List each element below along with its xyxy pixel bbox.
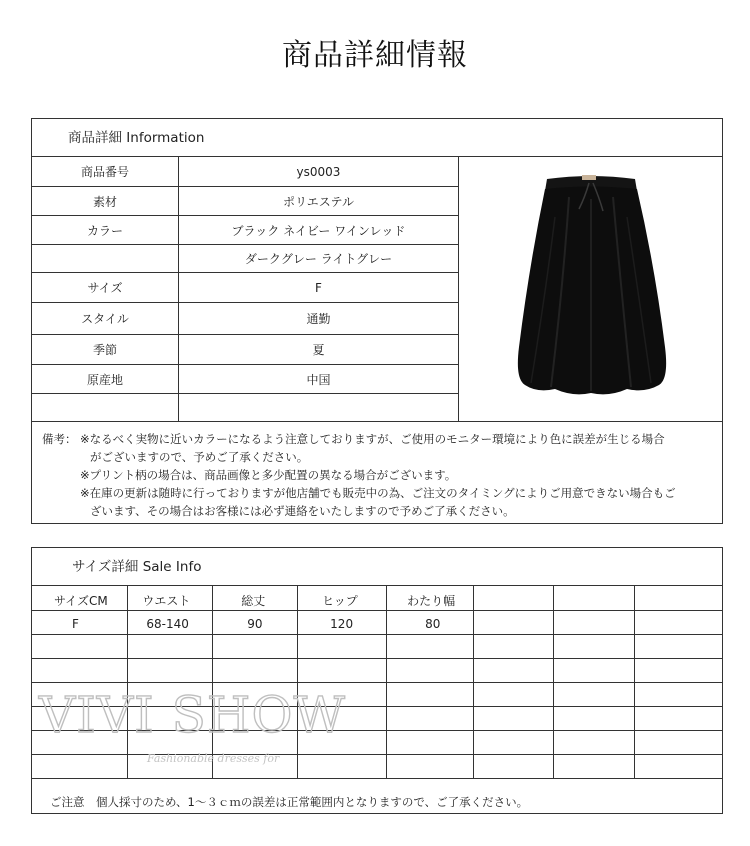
size-header-cell: サイズCM [32,586,128,610]
detail-label: スタイル [32,303,179,334]
size-cell: 68-140 [128,610,213,634]
detail-value [179,394,458,421]
detail-row-product-number [32,157,458,187]
size-cell [32,706,128,730]
size-cell [553,706,634,730]
detail-value: ポリエステル [283,194,354,209]
size-cell [634,658,722,682]
size-cell [213,706,298,730]
remarks-line: ざいます、その場合はお客様には必ず連絡をいたしますので予めご了承ください。 [90,504,515,518]
product-details-section [31,118,723,524]
detail-label: カラー [32,216,179,244]
size-cell [128,754,213,778]
page-title: 商品詳細情報 [282,38,468,73]
size-cell [634,706,722,730]
size-cell [213,658,298,682]
detail-label [32,394,179,421]
remarks-line: がございますので、予めご了承ください。 [90,450,309,464]
size-cell [553,634,634,658]
size-cell [213,682,298,706]
size-cell [553,730,634,754]
size-cell [387,730,474,754]
size-header-cell: わたり幅 [387,586,474,610]
detail-value: ブラック ネイビー ワインレッド [231,223,406,238]
size-cell [298,634,387,658]
detail-value: 通勤 [306,312,331,326]
size-cell [213,634,298,658]
size-cell [474,754,554,778]
detail-value: F [315,280,322,295]
detail-label: サイズ [32,273,179,302]
size-cell: 90 [213,610,298,634]
detail-value: ys0003 [296,164,341,179]
size-cell [474,610,554,634]
size-cell [32,634,128,658]
remarks-line: ※なるべく実物に近いカラーになるよう注意しておりますが、ご使用のモニター環境により色に誤差が生じる場合 [80,432,665,446]
details-table [32,157,458,421]
table-row [32,682,722,706]
size-cell [128,706,213,730]
table-row [32,706,722,730]
size-cell [553,754,634,778]
table-row [32,730,722,754]
size-cell [298,730,387,754]
size-cell [387,658,474,682]
size-cell [213,754,298,778]
size-cell [387,754,474,778]
size-heading: サイズ詳細 Sale Info [32,548,722,586]
remarks-prefix: 備考： [42,432,77,446]
size-header-cell: 総丈 [213,586,298,610]
size-cell [128,634,213,658]
size-cell [128,682,213,706]
detail-label: 素材 [32,187,179,215]
size-cell: 80 [387,610,474,634]
remarks-line: ※プリント柄の場合は、商品画像と多少配置の異なる場合がございます。 [80,468,457,482]
size-cell: 120 [298,610,387,634]
watermark-tagline: Fashionable dresses for [147,752,280,765]
detail-row-material [32,187,458,216]
size-cell [298,706,387,730]
size-cell [553,682,634,706]
detail-label: 季節 [32,335,179,364]
size-cell [213,730,298,754]
size-cell [634,754,722,778]
size-note: ご注意 個人採寸のため、1～３ｃｍの誤差は正常範囲内となりますので、ご了承ください。 [50,795,529,809]
detail-row-color [32,216,458,245]
details-heading: 商品詳細 Information [32,119,722,157]
size-cell [474,658,554,682]
detail-label [32,245,179,272]
detail-row-season [32,335,458,365]
table-row [32,634,722,658]
size-cell [387,706,474,730]
size-header-cell [553,586,634,610]
size-cell [128,658,213,682]
detail-row-color-cont [32,245,458,273]
size-cell [298,682,387,706]
size-header-cell: ウエスト [128,586,213,610]
size-cell [298,658,387,682]
product-image [459,157,723,421]
size-cell [634,682,722,706]
size-cell [474,706,554,730]
size-cell [32,754,128,778]
size-cell [128,730,213,754]
detail-row-size [32,273,458,303]
size-header-cell [634,586,722,610]
size-cell [474,730,554,754]
detail-value: 夏 [312,343,325,357]
detail-row-style [32,303,458,335]
detail-label: 商品番号 [32,157,179,186]
size-cell: F [32,610,128,634]
size-cell [634,634,722,658]
table-row [32,754,722,778]
watermark-brand: VIVI SHOW [39,686,346,744]
size-cell [553,610,634,634]
size-header-cell: ヒップ [298,586,387,610]
size-cell [32,730,128,754]
size-cell [634,730,722,754]
size-cell [474,634,554,658]
detail-row-empty [32,394,458,421]
detail-row-origin [32,365,458,394]
detail-value: 中国 [306,372,331,387]
remarks [32,421,722,525]
size-cell [298,754,387,778]
table-row [32,610,722,634]
size-cell [634,610,722,634]
size-cell [553,658,634,682]
size-cell [387,682,474,706]
size-cell [474,682,554,706]
size-info-section [31,547,723,814]
detail-label: 原産地 [32,365,179,393]
size-table-header [32,586,722,610]
size-header-cell [474,586,554,610]
size-cell [387,634,474,658]
remarks-line: ※在庫の更新は随時に行っておりますが他店舗でも販売中の為、ご注文のタイミングによりご用意できない場合もご [80,486,676,500]
table-row [32,658,722,682]
detail-value: ダークグレー ライトグレー [244,252,393,266]
size-cell [32,658,128,682]
size-table [32,586,722,779]
size-cell [32,682,128,706]
